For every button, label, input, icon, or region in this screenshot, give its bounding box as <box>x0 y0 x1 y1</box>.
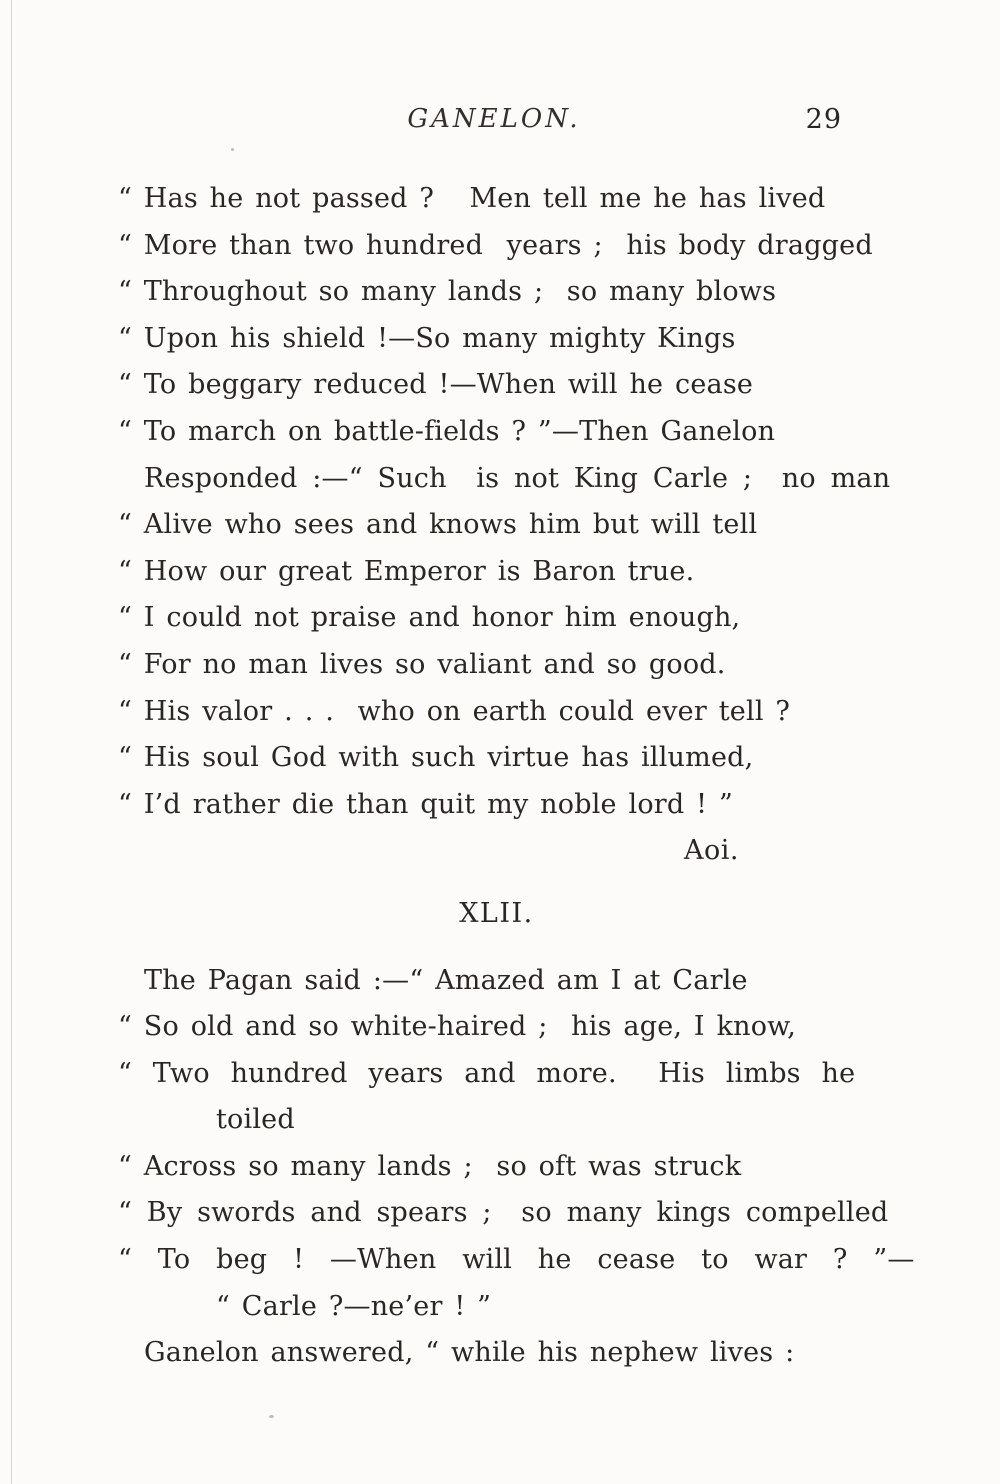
verse-line: “ To beggary reduced !—When will he cease <box>118 369 754 401</box>
verse-line: toiled <box>216 1104 295 1136</box>
verse-line: “ To beg ! —When will he cease to war ? ”— <box>118 1244 915 1276</box>
scan-artifact <box>269 1415 274 1418</box>
verse-line: “ Upon his shield !—So many mighty Kings <box>118 322 736 354</box>
verse-line: “ To march on battle-fields ? ”—Then Ganelon <box>118 415 776 447</box>
section-heading: XLII. <box>459 897 534 929</box>
verse-line: “ His valor . . . who on earth could ever tell ? <box>118 695 791 727</box>
verse-line: “ More than two hundred years ; his body dragged <box>118 229 873 261</box>
verse-line: “ How our great Emperor is Baron true. <box>118 555 695 587</box>
verse-line: Responded :—“ Such is not King Carle ; no man <box>144 462 891 494</box>
aoi-refrain: Aoi. <box>684 835 739 867</box>
page-header <box>118 0 870 142</box>
verse-line: “ So old and so white-haired ; his age, I know, <box>118 1011 797 1043</box>
verse-line: “ Carle ?—ne’er ! ” <box>216 1290 492 1322</box>
verse-line: “ I could not praise and honor him enough, <box>118 602 741 634</box>
verse-line: “ Two hundred years and more. His limbs he <box>118 1057 856 1089</box>
verse-line: “ By swords and spears ; so many kings compelled <box>118 1197 889 1229</box>
verse-line: “ Throughout so many lands ; so many blows <box>118 276 777 308</box>
scan-gutter-line <box>11 0 12 1484</box>
verse-line: “ Alive who sees and knows him but will tell <box>118 509 758 541</box>
stanza-xli <box>118 176 891 828</box>
verse-line: “ Across so many lands ; so oft was struck <box>118 1150 742 1182</box>
verse-line: Ganelon answered, “ while his nephew lives : <box>144 1337 795 1369</box>
verse-line: The Pagan said :—“ Amazed am I at Carle <box>144 964 748 996</box>
scan-artifact <box>231 148 234 151</box>
verse-line: “ For no man lives so valiant and so good. <box>118 648 726 680</box>
verse-line: “ Has he not passed ? Men tell me he has lived <box>118 183 826 214</box>
running-title: GANELON. <box>407 104 581 134</box>
text-block <box>118 176 915 1377</box>
verse-line: “ I’d rather die than quit my noble lord ! ” <box>118 788 734 820</box>
page-number: 29 <box>805 104 842 135</box>
verse-line: “ His soul God with such virtue has illumed, <box>118 742 754 774</box>
stanza-xlii <box>118 958 915 1377</box>
